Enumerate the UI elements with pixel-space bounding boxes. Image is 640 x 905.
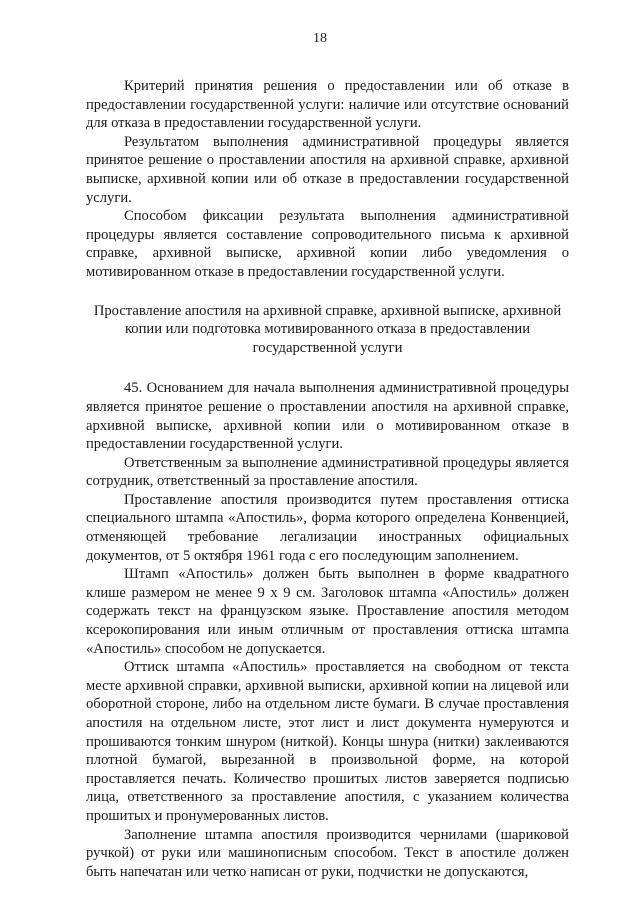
paragraph-responsible: Ответственным за выполнение административной процедуры является сотрудник, ответственный за проставление апостиля. [86, 454, 569, 490]
paragraph-result-fixation: Способом фиксации результата выполнения административной процедуры является составление сопроводительного письма к архивной справке, архивной выписке, архивной копии либо уведомления о мотивированном отказе в предоставлении государственной услуги. [86, 208, 569, 280]
paragraph-apostille-stamping: Проставление апостиля производится путем проставления оттиска специального штампа «Апостиль», форма которого определена Конвенцией, отменяющей требование легализации иностранных официальных документов, от 5 октября 1961 года с его последующим заполнением. [86, 491, 569, 564]
paragraph-stamp-filling: Заполнение штампа апостиля производится чернилами (шариковой ручкой) от руки или машинописным способом. Текст в апостиле должен быть напечатан или четко написан от руки, подчистки не допускаются, [86, 826, 569, 880]
paragraph-45-basis: 45. Основанием для начала выполнения административной процедуры является принятое решение о проставлении апостиля на архивной справке, архивной выписке, архивной копии или о мотивированном отказе в предоставлении государственной услуги. [86, 380, 569, 453]
page-number: 18 [313, 31, 327, 46]
paragraph-procedure-result: Результатом выполнения административной процедуры является принятое решение о проставлении апостиля на архивной справке, архивной выписке, архивной копии или об отказе в предоставлении государственной услуги. [86, 133, 569, 206]
paragraph-decision-criteria: Критерий принятия решения о предоставлении или об отказе в предоставлении государственной услуги: наличие или отсутствие оснований для отказа в предоставлении государственной услуги. [86, 78, 569, 132]
document-body [86, 77, 569, 881]
section-heading: Проставление апостиля на архивной справке, архивной выписке, архивной копии или подготовка мотивированного отказа в предоставлении государственной услуги [93, 302, 562, 356]
paragraph-stamp-format: Штамп «Апостиль» должен быть выполнен в форме квадратного клише размером не менее 9 x 9 см. Заголовок штампа «Апостиль» должен содержать текст на французском языке. Проставление апостиля методом ксерокопирования или иным отличным от проставления оттиска штампа «Апостиль» способом не допускается. [86, 566, 569, 657]
paragraph-stamp-placement: Оттиск штампа «Апостиль» проставляется на свободном от текста месте архивной справки, архивной выписки, архивной копии на лицевой или оборотной стороне, либо на отдельном листе бумаги. В случае проставления апостиля на отдельном листе, этот лист и лист документа нумеруются и прошиваются тонким шнуром (ниткой). Концы шнура (нитки) заклеиваются плотной бумагой, вырезанной в произвольной форме, на которой проставляется печать. Количество прошитых листов заверяется подписью лица, ответственного за проставление апостиля, с указанием количества прошитых и пронумерованных листов. [86, 659, 569, 824]
